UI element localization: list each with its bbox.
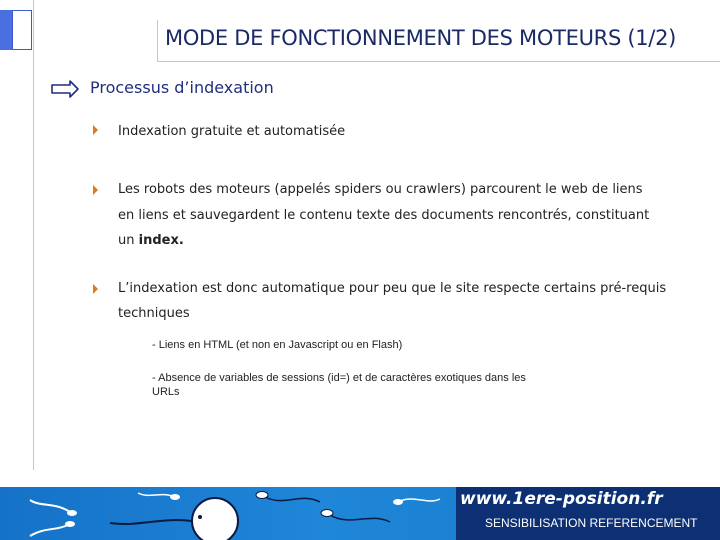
sperm-illustration [0,487,460,540]
bullet-icon [93,284,98,294]
corner-square-outline [12,10,32,50]
bullet-text-prefix: un [118,233,139,248]
left-divider [33,0,34,470]
footer-subtitle: SENSIBILISATION REFERENCEMENT [485,516,698,530]
bullet-icon [93,125,98,135]
bullet-text-line [118,233,184,248]
subitem-text: - Liens en HTML (et non en Javascript ou en Flash) [152,339,403,351]
footer-url-link[interactable]: www.1ere-position.fr [460,489,663,509]
subitem-text-line: URLs [152,386,180,398]
bullet-text-bold: index. [138,233,184,248]
bullet-text: Indexation gratuite et automatisée [118,124,346,139]
section-title: Processus d’indexation [90,78,274,97]
bullet-text-line: Les robots des moteurs (appelés spiders ou crawlers) parcourent le web de liens [118,182,643,197]
arrow-right-icon [50,79,80,99]
slide-title: MODE DE FONCTIONNEMENT DES MOTEURS (1/2) [165,26,677,50]
bullet-text-line: techniques [118,306,190,321]
bullet-text-line: en liens et sauvegardent le contenu texte des documents rencontrés, constituant [118,208,650,223]
bullet-text-line: L’indexation est donc automatique pour peu que le site respecte certains pré-requis [118,281,667,296]
corner-square-solid [0,10,12,50]
subitem-text-line: - Absence de variables de sessions (id=) et de caractères exotiques dans les [152,372,526,384]
bullet-icon [93,185,98,195]
